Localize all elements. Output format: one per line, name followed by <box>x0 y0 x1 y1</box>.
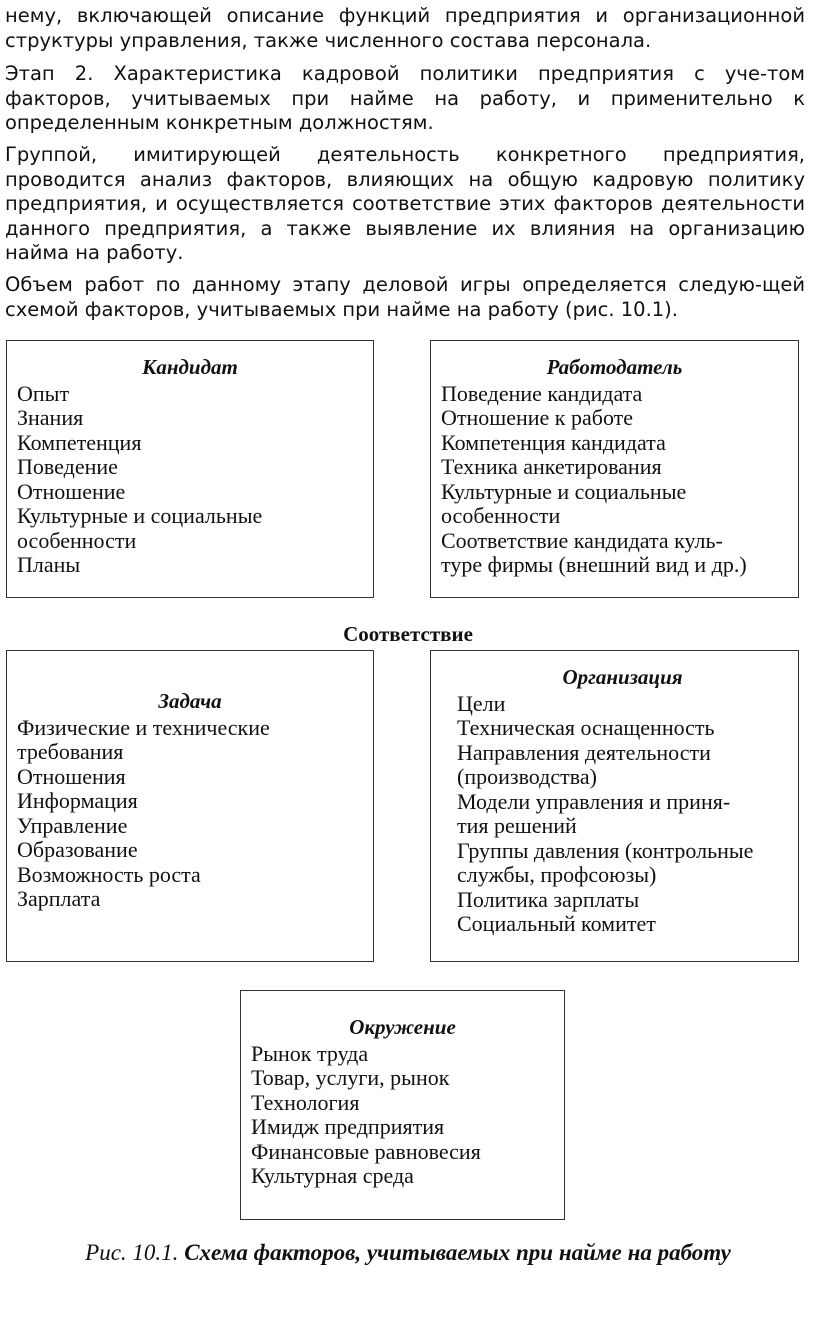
correspondence-label: Соответствие <box>343 622 473 646</box>
environment-title: Окружение <box>349 1015 456 1039</box>
paragraph-stage-2: Этап 2. Характеристика кадровой политики предприятия с уче-том факторов, учитываемых при найме на работу, и применительно к определенным конкретным должностям. <box>5 62 805 135</box>
list-item: требования <box>17 740 124 764</box>
employer-title: Работодатель <box>546 355 683 379</box>
figure-caption <box>0 1240 816 1266</box>
candidate-box <box>6 340 374 598</box>
task-title: Задача <box>158 689 222 713</box>
employer-box <box>430 340 799 598</box>
paragraph-intro: нему, включающей описание функций предприятия и организационной структуры управления, также численного состава персонала. <box>5 4 805 52</box>
list-item: тия решений <box>457 814 577 838</box>
list-item: туре фирмы (внешний вид и др.) <box>441 553 747 577</box>
list-item: Имидж предприятия <box>251 1115 445 1139</box>
figure-title: Схема факторов, учитываемых при найме на работу <box>184 1240 731 1265</box>
list-item: Поведение <box>17 455 118 479</box>
list-item: особенности <box>17 528 137 553</box>
figure-number: Рис. 10.1. <box>85 1240 179 1265</box>
list-item: Образование <box>17 838 138 862</box>
organization-title: Организация <box>562 665 683 689</box>
list-item: Знания <box>17 406 84 430</box>
list-item: (производства) <box>457 765 597 789</box>
paragraph-scope: Объем работ по данному этапу деловой игры определяется следую-щей схемой факторов, учитываемых при найме на работу (рис. 10.1). <box>5 273 805 321</box>
list-item: Рынок труда <box>251 1041 369 1066</box>
candidate-title: Кандидат <box>142 355 238 379</box>
list-item: Опыт <box>17 381 70 406</box>
list-item: Отношения <box>17 764 126 789</box>
list-item: Управление <box>17 813 128 838</box>
list-item: Финансовые равновесия <box>251 1139 481 1164</box>
list-item: Культурные и социальные <box>441 479 687 504</box>
list-item: Культурная среда <box>251 1164 414 1188</box>
list-item: Зарплата <box>17 887 101 911</box>
list-item: Политика зарплаты <box>457 887 640 912</box>
paragraph-analysis: Группой, имитирующей деятельность конкретного предприятия, проводится анализ факторов, влияющих на общую кадровую политику предприятия, и осуществляется соответствие этих факторов деятельности данного предприятия, а также выявление их влияния на организацию найма на работу. <box>5 143 805 265</box>
list-item: особенности <box>441 504 561 528</box>
list-item: Техническая оснащенность <box>457 716 715 740</box>
list-item: Физические и технические <box>17 715 270 740</box>
list-item: Планы <box>17 553 81 577</box>
list-item: Цели <box>457 691 506 716</box>
list-item: службы, профсоюзы) <box>457 863 657 887</box>
list-item: Социальный комитет <box>457 912 656 936</box>
list-item: Технология <box>251 1090 360 1115</box>
list-item: Модели управления и приня- <box>457 789 731 814</box>
list-item: Информация <box>17 789 138 813</box>
list-item: Компетенция <box>17 430 142 455</box>
list-item: Техника анкетирования <box>441 455 662 479</box>
list-item: Компетенция кандидата <box>441 430 666 455</box>
list-item: Культурные и социальные <box>17 504 263 528</box>
list-item: Возможность роста <box>17 862 201 887</box>
list-item: Поведение кандидата <box>441 381 643 406</box>
list-item: Отношение <box>17 479 126 504</box>
list-item: Товар, услуги, рынок <box>251 1066 450 1090</box>
list-item: Соответствие кандидата куль- <box>441 528 723 553</box>
list-item: Направления деятельности <box>457 740 711 765</box>
list-item: Отношение к работе <box>441 406 634 430</box>
task-box <box>6 650 374 962</box>
environment-box <box>240 990 565 1220</box>
organization-box <box>430 650 799 962</box>
list-item: Группы давления (контрольные <box>457 838 754 863</box>
